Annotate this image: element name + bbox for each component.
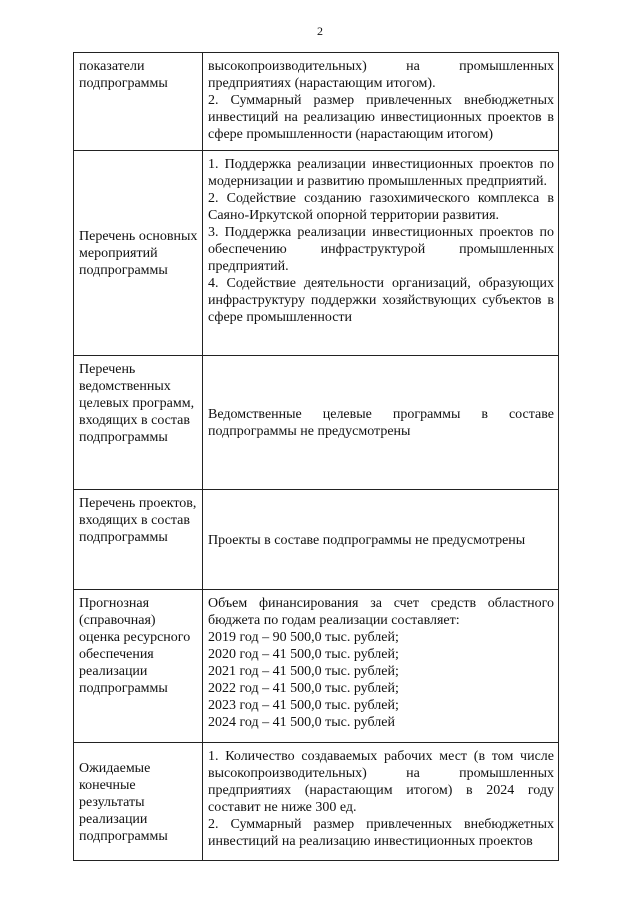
content-paragraph: высокопроизводительных) на промышленных предприятиях (нарастающим итогом). [208,59,554,91]
content-paragraph: Проекты в составе подпрограммы не предусмотрены [208,532,526,548]
content-paragraph: 4. Содействие деятельности организаций, образующих инфраструктуру поддержки хозяйствующих субъектов в сфере промышленности [208,276,554,325]
content-paragraph: 1. Поддержка реализации инвестиционных проектов по модернизации и развитию промышленных предприятий. [208,157,554,189]
row-label: Перечень основных мероприятий подпрограммы [74,151,203,356]
row-label: показатели подпрограммы [74,53,203,151]
row-label: Ожидаемые конечные результаты реализации подпрограммы [74,743,203,861]
row-content [203,53,559,151]
page-number: 2 [317,24,323,38]
row-label: Перечень проектов, входящих в состав подпрограммы [74,490,203,590]
content-paragraph: 2. Суммарный размер привлеченных внебюджетных инвестиций на реализацию инвестиционных проектов в сфере промышленности (нарастающим итогом) [208,93,554,142]
funding-year-line: 2023 год – 41 500,0 тыс. рублей; [208,698,399,713]
content-paragraph: 1. Количество создаваемых рабочих мест (в том числе высокопроизводительных) на промышленных предприятиях (нарастающим итогом) в 2024 году составит не ниже 300 ед. [208,749,554,815]
funding-year-line: 2024 год – 41 500,0 тыс. рублей [208,715,395,730]
row-content [203,151,559,356]
table-row [74,743,559,861]
content-paragraph: 3. Поддержка реализации инвестиционных проектов по обеспечению инфраструктурой промышленных предприятий. [208,225,554,274]
funding-year-line: 2021 год – 41 500,0 тыс. рублей; [208,664,399,679]
content-paragraph: Объем финансирования за счет средств областного бюджета по годам реализации составляет: [208,596,554,628]
row-content [203,490,559,590]
funding-year-line: 2022 год – 41 500,0 тыс. рублей; [208,681,399,696]
row-content [203,743,559,861]
table-row [74,590,559,743]
content-paragraph: 2. Содействие созданию газохимического комплекса в Саяно-Иркутской опорной территории развития. [208,191,554,223]
content-paragraph: Ведомственные целевые программы в составе подпрограммы не предусмотрены [208,407,554,439]
funding-year-line: 2019 год – 90 500,0 тыс. рублей; [208,630,399,645]
table-row [74,151,559,356]
table-row [74,356,559,490]
content-paragraph: 2. Суммарный размер привлеченных внебюджетных инвестиций на реализацию инвестиционных проектов [208,817,554,849]
row-label: Прогнозная (справочная) оценка ресурсного обеспечения реализации подпрограммы [74,590,203,743]
row-content [203,590,559,743]
funding-year-line: 2020 год – 41 500,0 тыс. рублей; [208,647,399,662]
row-label: Перечень ведомственных целевых программ, входящих в состав подпрограммы [74,356,203,490]
table-row [74,490,559,590]
subprogram-passport-table [73,52,559,861]
table-row [74,53,559,151]
row-content [203,356,559,490]
